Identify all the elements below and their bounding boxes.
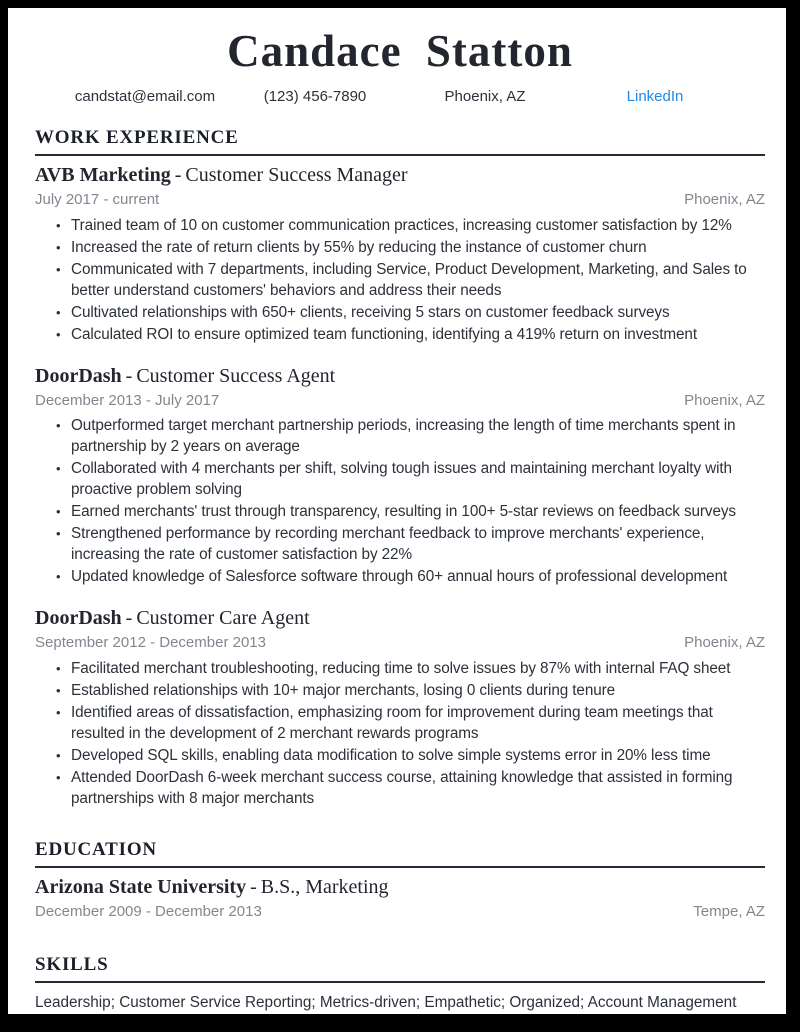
- job-role: Customer Success Agent: [136, 364, 336, 387]
- company-name: AVB Marketing: [35, 163, 171, 186]
- job-bullet: • Earned merchants' trust through transparency, resulting in 100+ 5-star reviews on feedback surveys: [71, 501, 765, 522]
- job-entry: [35, 162, 765, 345]
- job-meta-row: [35, 634, 765, 653]
- resume-page: [8, 8, 786, 1014]
- page-title: Candace Statton: [227, 26, 573, 76]
- education-heading: EDUCATION: [35, 839, 765, 868]
- degree: B.S., Marketing: [260, 876, 389, 898]
- contact-email: candstat@email.com: [74, 87, 216, 105]
- job-bullet: • Updated knowledge of Salesforce software through 60+ annual hours of professional development: [71, 566, 765, 587]
- contact-phone: (123) 456-7890: [263, 87, 367, 105]
- skills-heading: SKILLS: [35, 954, 765, 983]
- job-dates: July 2017 - current: [35, 190, 160, 208]
- job-bullet: • Increased the rate of return clients by 55% by reducing the instance of customer churn: [71, 237, 765, 258]
- education-title-line: [35, 874, 765, 900]
- dash-separator: -: [125, 607, 133, 630]
- job-bullet: • Developed SQL skills, enabling data modification to solve simple systems error in 20% less time: [71, 745, 765, 766]
- job-role: Customer Care Agent: [136, 607, 310, 630]
- job-entry: [35, 363, 765, 588]
- contact-location: Phoenix, AZ: [444, 87, 526, 105]
- job-title-line: [35, 605, 765, 631]
- section-skills: [35, 954, 765, 1014]
- job-bullet: • Facilitated merchant troubleshooting, reducing time to solve issues by 87% with internal FAQ sheet: [71, 658, 765, 679]
- job-bullet: • Communicated with 7 departments, including Service, Product Development, Marketing, and Sales to better understand customers' behaviors and address their needs: [71, 259, 765, 301]
- dash-separator: -: [125, 364, 133, 387]
- section-work-experience: [35, 127, 765, 809]
- job-meta-row: [35, 191, 765, 210]
- company-name: DoorDash: [35, 364, 122, 387]
- job-entry: [35, 605, 765, 809]
- job-location: Phoenix, AZ: [684, 190, 765, 208]
- job-location: Phoenix, AZ: [684, 634, 765, 652]
- job-bullet: • Identified areas of dissatisfaction, emphasizing room for improvement during team meetings that resulted in the development of 2 merchant rewards programs: [71, 702, 765, 744]
- job-location: Phoenix, AZ: [684, 391, 765, 409]
- education-dates: December 2009 - December 2013: [35, 903, 262, 920]
- job-bullet: • Outperformed target merchant partnership periods, increasing the length of time merchants spent in partnership by 2 years on average: [71, 415, 765, 457]
- job-meta-row: [35, 392, 765, 411]
- job-bullet: • Collaborated with 4 merchants per shift, solving tough issues and maintaining merchant loyalty with proactive problem solving: [71, 458, 765, 500]
- job-bullet: • Calculated ROI to ensure optimized team functioning, identifying a 419% return on investment: [71, 324, 765, 345]
- education-meta-row: [35, 903, 765, 922]
- job-bullet: • Cultivated relationships with 650+ clients, receiving 5 stars on customer feedback surveys: [71, 302, 765, 323]
- linkedin-link[interactable]: LinkedIn: [626, 87, 684, 105]
- job-title-line: [35, 162, 765, 188]
- job-title-line: [35, 363, 765, 389]
- job-bullet: • Strengthened performance by recording merchant feedback to improve merchants' experience, increasing the rate of customer satisfaction by 22%: [71, 523, 765, 565]
- job-bullet-list: [35, 415, 765, 587]
- dash-separator: -: [250, 876, 257, 898]
- education-location: Tempe, AZ: [693, 903, 765, 920]
- job-bullet: • Attended DoorDash 6-week merchant success course, attaining knowledge that assisted in forming partnerships with 8 major merchants: [71, 767, 765, 809]
- company-name: DoorDash: [35, 607, 122, 630]
- school-name: Arizona State University: [35, 876, 247, 898]
- job-bullet: • Trained team of 10 on customer communication practices, increasing customer satisfaction by 12%: [71, 215, 765, 236]
- job-dates: December 2013 - July 2017: [35, 391, 220, 409]
- job-dates: September 2012 - December 2013: [35, 634, 266, 652]
- job-bullet-list: [35, 215, 765, 345]
- job-bullet-list: [35, 658, 765, 809]
- dash-separator: -: [174, 163, 182, 186]
- contact-row: [35, 88, 765, 105]
- job-role: Customer Success Manager: [185, 163, 408, 186]
- section-education: [35, 839, 765, 922]
- work-experience-heading: WORK EXPERIENCE: [35, 127, 765, 156]
- skills-list: Leadership; Customer Service Reporting; Metrics-driven; Empathetic; Organized; Account Management: [35, 993, 737, 1011]
- job-bullet: • Established relationships with 10+ major merchants, losing 0 clients during tenure: [71, 680, 765, 701]
